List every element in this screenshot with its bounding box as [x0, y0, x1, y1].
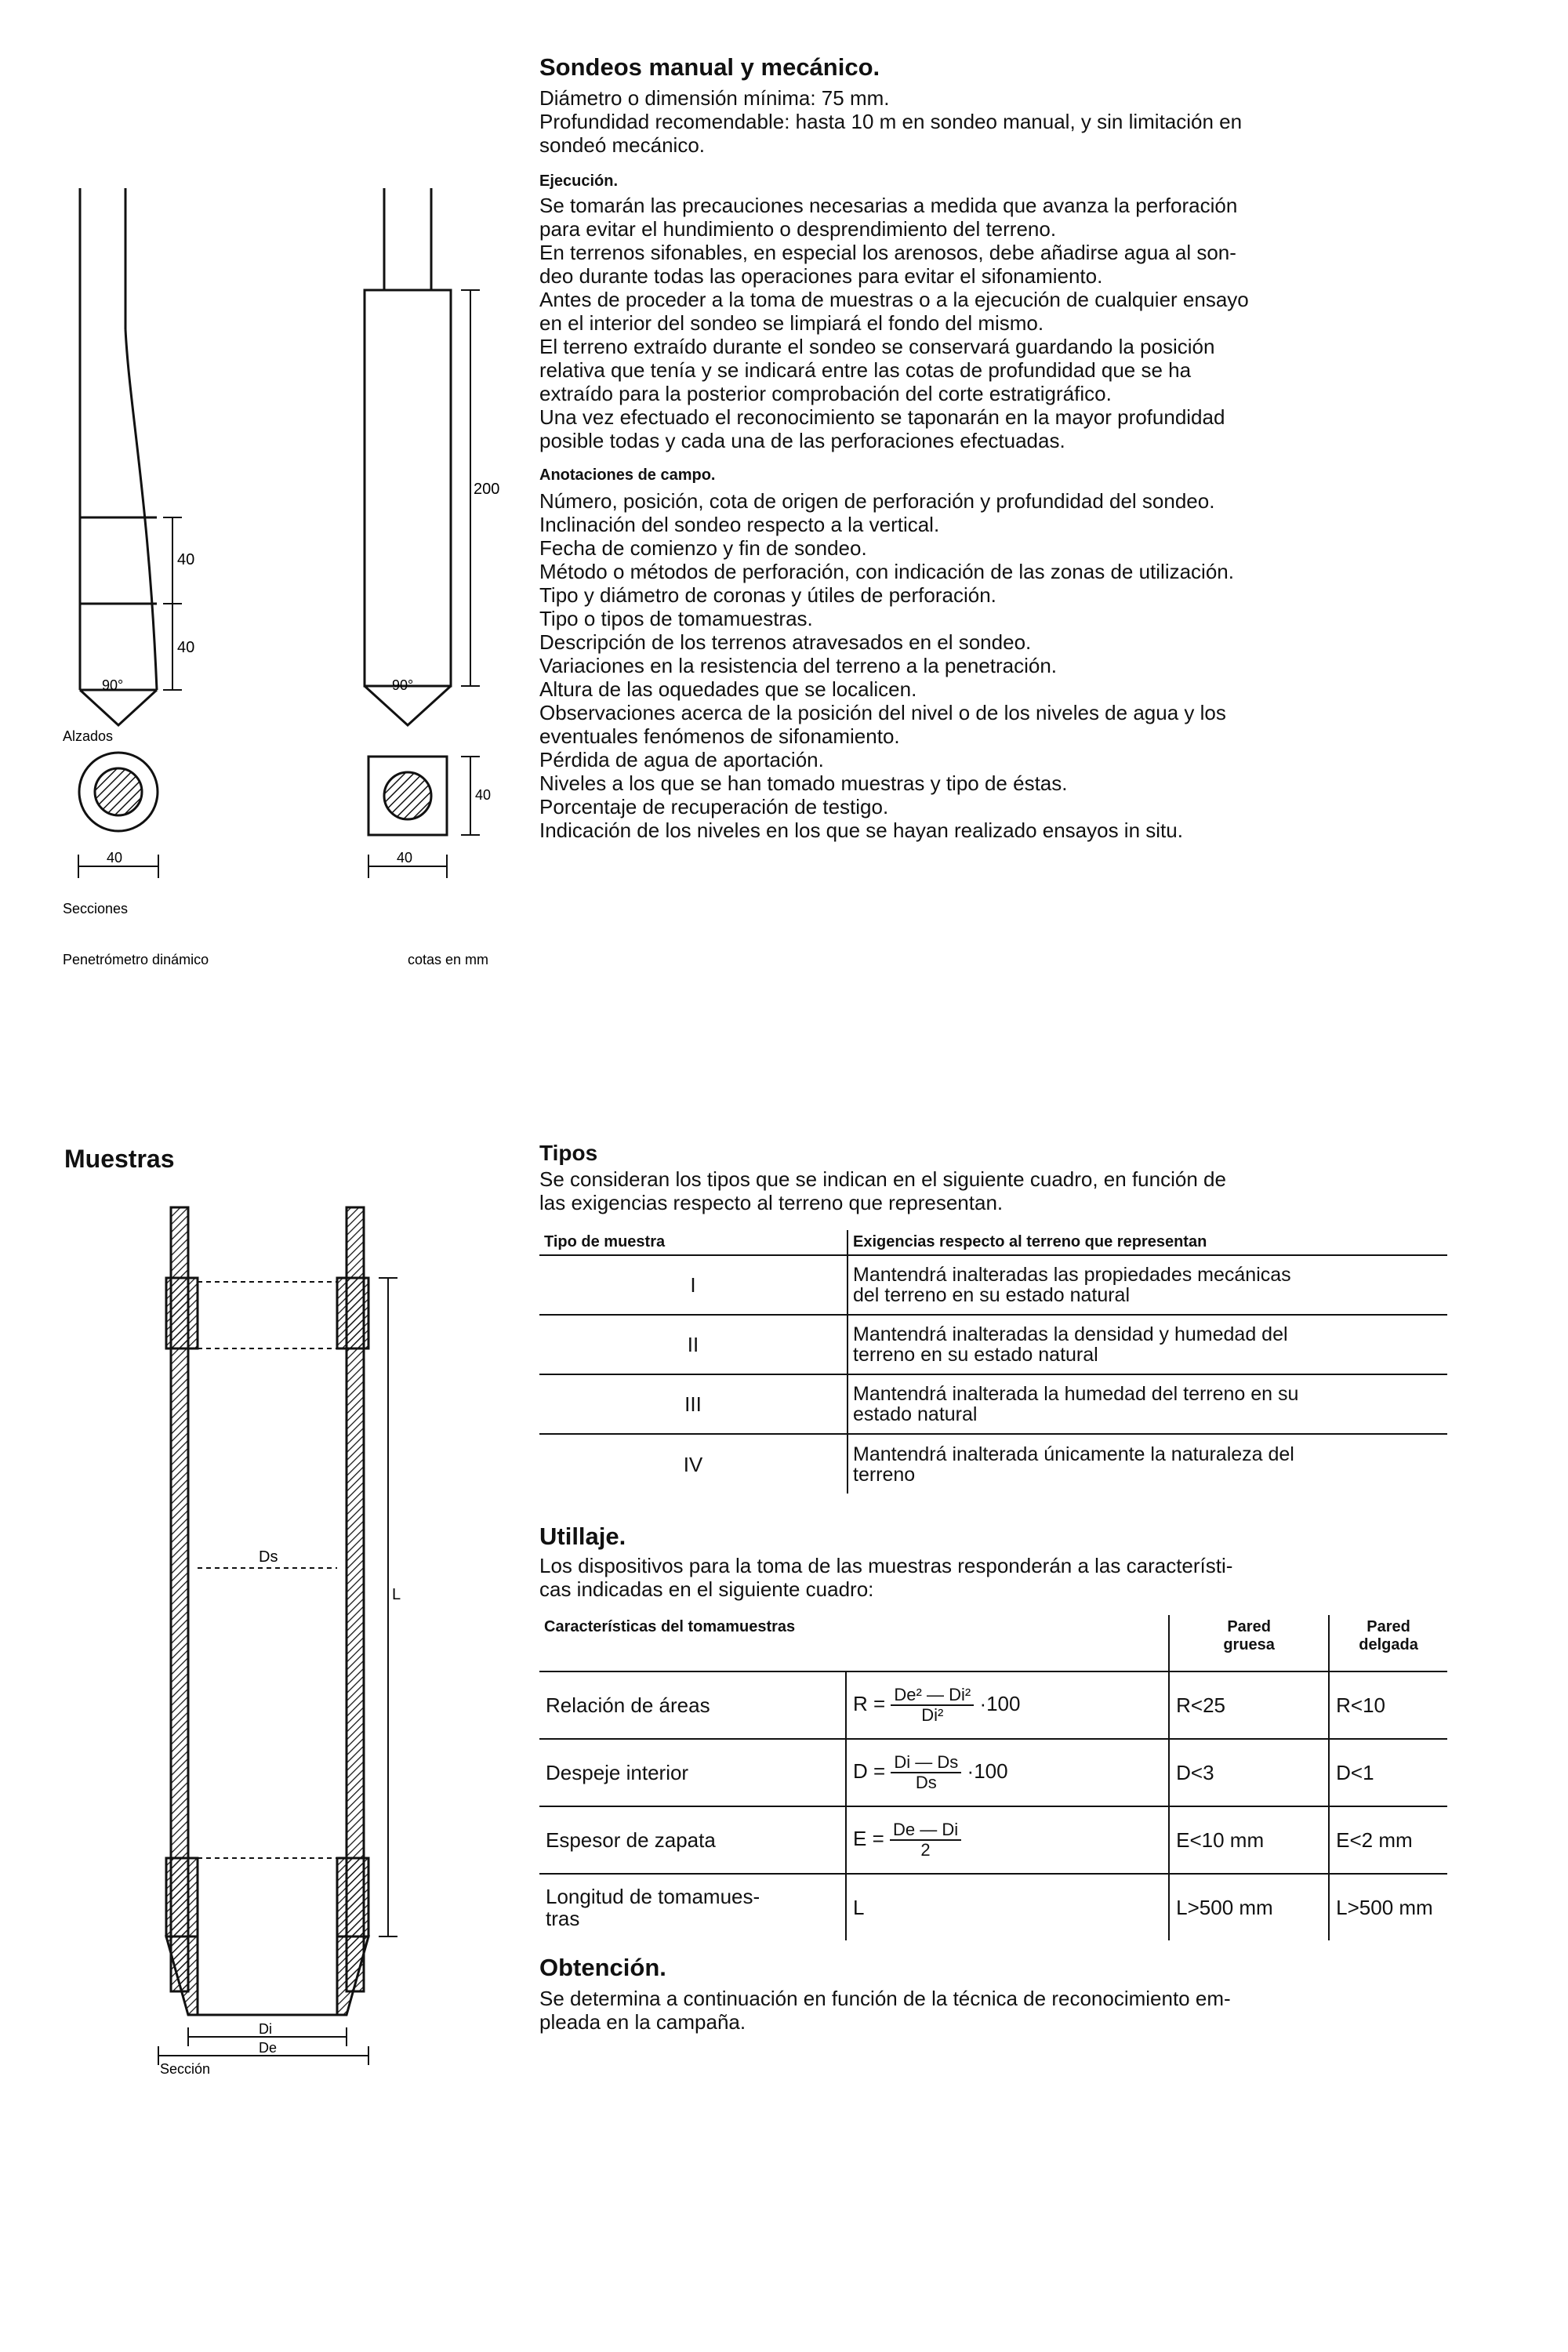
obtencion-section — [539, 1954, 1449, 2034]
text-line: relativa que tenía y se indicará entre las cotas de profundidad que se ha — [539, 358, 1192, 382]
table-header-row — [539, 1230, 1447, 1255]
numerator: De² — Di² — [891, 1686, 974, 1706]
dim-label: 40 — [177, 639, 195, 656]
seccion-label: Sección — [160, 2061, 211, 2077]
text-line: terreno — [853, 1463, 916, 1486]
text-line: gruesa — [1223, 1636, 1275, 1653]
utillaje-intro — [539, 1554, 1449, 1601]
text-line: para evitar el hundimiento o desprendimiento del terreno. — [539, 217, 1057, 241]
table-row — [539, 1255, 1447, 1315]
text-line: Niveles a los que se han tomado muestras y tipo de éstas. — [539, 771, 1068, 795]
utillaje-section — [539, 1523, 1449, 1940]
formula-tail: ·100 — [979, 1691, 1021, 1715]
penetrometer-figure — [47, 172, 533, 980]
text-line: Porcentaje de recuperación de testigo. — [539, 795, 889, 818]
text-line: Profundidad recomendable: hasta 10 m en sondeo manual, y sin limitación en — [539, 110, 1243, 133]
text-line: Fecha de comienzo y fin de sondeo. — [539, 536, 867, 560]
text-line: Inclinación del sondeo respecto a la vertical. — [539, 513, 940, 536]
text-line: Una vez efectuado el reconocimiento se taponarán en la mayor profundidad — [539, 405, 1225, 429]
sampler-body — [166, 1207, 368, 2015]
table-cell: R<25 — [1169, 1671, 1329, 1739]
di-label: Di — [259, 2021, 272, 2037]
table-row — [539, 1671, 1447, 1739]
right-elevation — [365, 188, 480, 725]
table-cell: III — [539, 1374, 848, 1434]
table-cell: L>500 mm — [1169, 1874, 1329, 1940]
table-row — [539, 1374, 1447, 1434]
text-line: extraído para la posterior comprobación del corte estratigráfico. — [539, 382, 1112, 405]
text-line: Pérdida de agua de aportación. — [539, 748, 824, 771]
tipos-heading: Tipos — [539, 1141, 598, 1165]
ds-label: Ds — [259, 1548, 278, 1566]
caption-cotas: cotas en mm — [408, 952, 489, 967]
table-cell: L>500 mm — [1329, 1874, 1447, 1940]
section-title: Sondeos manual y mecánico. — [539, 53, 880, 81]
text-line: Observaciones acerca de la posición del nivel o de los niveles de agua y los — [539, 701, 1226, 724]
text-line: El terreno extraído durante el sondeo se conservará guardando la posición — [539, 335, 1215, 358]
left-elevation — [80, 188, 182, 725]
dim-label: 40 — [107, 850, 123, 866]
table-header — [1169, 1615, 1329, 1671]
muestras-title: Muestras — [64, 1145, 175, 1173]
table-row — [539, 1806, 1447, 1874]
text-line: Mantendrá inalterada la humedad del terreno en su — [853, 1383, 1299, 1405]
table-cell: D<1 — [1329, 1739, 1447, 1806]
text-line: Longitud de tomamues- — [546, 1885, 760, 1908]
text-line: Se tomarán las precauciones necesarias a medida que avanza la perforación — [539, 194, 1238, 217]
utillaje-table — [539, 1615, 1447, 1940]
text-line: del terreno en su estado natural — [853, 1284, 1131, 1306]
text-line: Mantendrá inalterada únicamente la naturaleza del — [853, 1443, 1294, 1465]
dim-label: 200 — [474, 481, 500, 498]
table-row — [539, 1315, 1447, 1374]
utillaje-heading: Utillaje. — [539, 1523, 626, 1550]
text-line: terreno en su estado natural — [853, 1344, 1098, 1366]
text-line: Indicación de los niveles en los que se hayan realizado ensayos in situ. — [539, 818, 1183, 842]
text-line: Antes de proceder a la toma de muestras o a la ejecución de cualquier ensayo — [539, 288, 1249, 311]
text-line: Tipo y diámetro de coronas y útiles de perforación. — [539, 583, 996, 607]
text-line: las exigencias respecto al terreno que representan. — [539, 1191, 1004, 1214]
text-line: cas indicadas en el siguiente cuadro: — [539, 1577, 874, 1601]
text-line: en el interior del sondeo se limpiará el fondo del mismo. — [539, 311, 1044, 335]
text-line: tras — [546, 1907, 580, 1930]
dim-label: 40 — [177, 551, 195, 568]
formula-cell — [846, 1671, 1169, 1739]
text-line: pleada en la campaña. — [539, 2010, 746, 2034]
table-header: Tipo de muestra — [544, 1233, 666, 1250]
table-cell: I — [539, 1255, 848, 1315]
numerator: Di — Ds — [891, 1753, 961, 1773]
table-cell: D<3 — [1169, 1739, 1329, 1806]
text-line: Variaciones en la resistencia del terreno a la penetración. — [539, 654, 1058, 677]
denominator: Ds — [915, 1773, 937, 1792]
formula-tail: ·100 — [967, 1759, 1008, 1783]
numerator: De — Di — [890, 1820, 961, 1841]
text-line: Mantendrá inalteradas la densidad y humedad del — [853, 1323, 1288, 1345]
table-header: Características del tomamuestras — [544, 1618, 796, 1635]
tipos-table — [539, 1230, 1447, 1494]
text-line: Los dispositivos para la toma de las muestras responderán a las característi- — [539, 1554, 1233, 1577]
denominator: 2 — [920, 1840, 931, 1860]
fraction — [891, 1686, 974, 1725]
dim-label: 40 — [475, 787, 492, 803]
sampler-figure — [141, 1200, 439, 2078]
table-cell: E<2 mm — [1329, 1806, 1447, 1874]
text-line: Altura de las oquedades que se localicen. — [539, 677, 917, 701]
fraction — [890, 1820, 961, 1860]
ejecucion-heading: Ejecución. — [539, 172, 619, 190]
text-line: Pared — [1227, 1618, 1271, 1635]
text-line: Diámetro o dimensión mínima: 75 mm. — [539, 86, 890, 110]
text-line: Mantendrá inalteradas las propiedades mecánicas — [853, 1264, 1291, 1286]
denominator: Di² — [921, 1705, 944, 1725]
table-cell: Espesor de zapata — [539, 1806, 846, 1874]
text-line: deo durante todas las operaciones para evitar el sifonamiento. — [539, 264, 1103, 288]
table-cell: Relación de áreas — [539, 1671, 846, 1739]
table-cell — [848, 1374, 1447, 1434]
table-header-row — [539, 1615, 1447, 1671]
table-row — [539, 1739, 1447, 1806]
table-header — [1329, 1615, 1447, 1671]
formula-lhs: E = — [853, 1826, 884, 1850]
ejecucion-text — [539, 194, 1457, 452]
table-cell — [848, 1255, 1447, 1315]
text-line: Tipo o tipos de tomamuestras. — [539, 607, 813, 630]
text-line: eventuales fenómenos de sifonamiento. — [539, 724, 900, 748]
intro-text — [539, 86, 1457, 157]
formula-lhs: R = — [853, 1691, 886, 1715]
alzados-label: Alzados — [63, 728, 114, 744]
table-row — [539, 1874, 1447, 1940]
obtencion-text — [539, 1987, 1449, 2034]
anotaciones-heading: Anotaciones de campo. — [539, 466, 716, 484]
anotaciones-text — [539, 489, 1457, 842]
formula-cell — [846, 1739, 1169, 1806]
text-line: Número, posición, cota de origen de perforación y profundidad del sondeo. — [539, 489, 1215, 513]
angle-label: 90° — [102, 677, 124, 693]
table-cell — [848, 1315, 1447, 1374]
l-label: L — [392, 1586, 401, 1603]
table-cell: L — [846, 1874, 1169, 1940]
table-row — [539, 1434, 1447, 1494]
text-line: posible todas y cada una de las perforaciones efectuadas. — [539, 429, 1065, 452]
text-line: estado natural — [853, 1403, 978, 1425]
text-line: Descripción de los terrenos atravesados en el sondeo. — [539, 630, 1032, 654]
text-line: Método o métodos de perforación, con indicación de las zonas de utilización. — [539, 560, 1234, 583]
table-cell: Despeje interior — [539, 1739, 846, 1806]
table-cell: R<10 — [1329, 1671, 1447, 1739]
sondeos-section — [539, 53, 1457, 842]
fraction — [891, 1753, 961, 1792]
text-line: sondeó mecánico. — [539, 133, 706, 157]
table-cell: IV — [539, 1434, 848, 1494]
obtencion-heading: Obtención. — [539, 1954, 666, 1981]
tipos-intro — [539, 1167, 1449, 1214]
angle-label: 90° — [392, 677, 414, 693]
dim-label: 40 — [397, 850, 413, 866]
right-section — [368, 757, 480, 878]
caption-penetrometro: Penetrómetro dinámico — [63, 952, 209, 967]
length-dimension — [379, 1278, 397, 1936]
text-line: Se consideran los tipos que se indican en el siguiente cuadro, en función de — [539, 1167, 1226, 1191]
secciones-label: Secciones — [63, 901, 129, 916]
text-line: Pared — [1367, 1618, 1410, 1635]
table-cell: II — [539, 1315, 848, 1374]
table-header: Exigencias respecto al terreno que representan — [848, 1230, 1447, 1255]
formula-lhs: D = — [853, 1759, 886, 1783]
formula-cell — [846, 1806, 1169, 1874]
sampler-dashes — [198, 1282, 337, 1858]
text-line: delgada — [1359, 1636, 1418, 1653]
tipos-section — [539, 1141, 1449, 1494]
de-label: De — [259, 2040, 278, 2056]
text-line: Se determina a continuación en función de la técnica de reconocimiento em- — [539, 1987, 1231, 2010]
table-cell — [539, 1874, 846, 1940]
table-cell: E<10 mm — [1169, 1806, 1329, 1874]
table-cell — [848, 1434, 1447, 1494]
text-line: En terrenos sifonables, en especial los arenosos, debe añadirse agua al son- — [539, 241, 1236, 264]
